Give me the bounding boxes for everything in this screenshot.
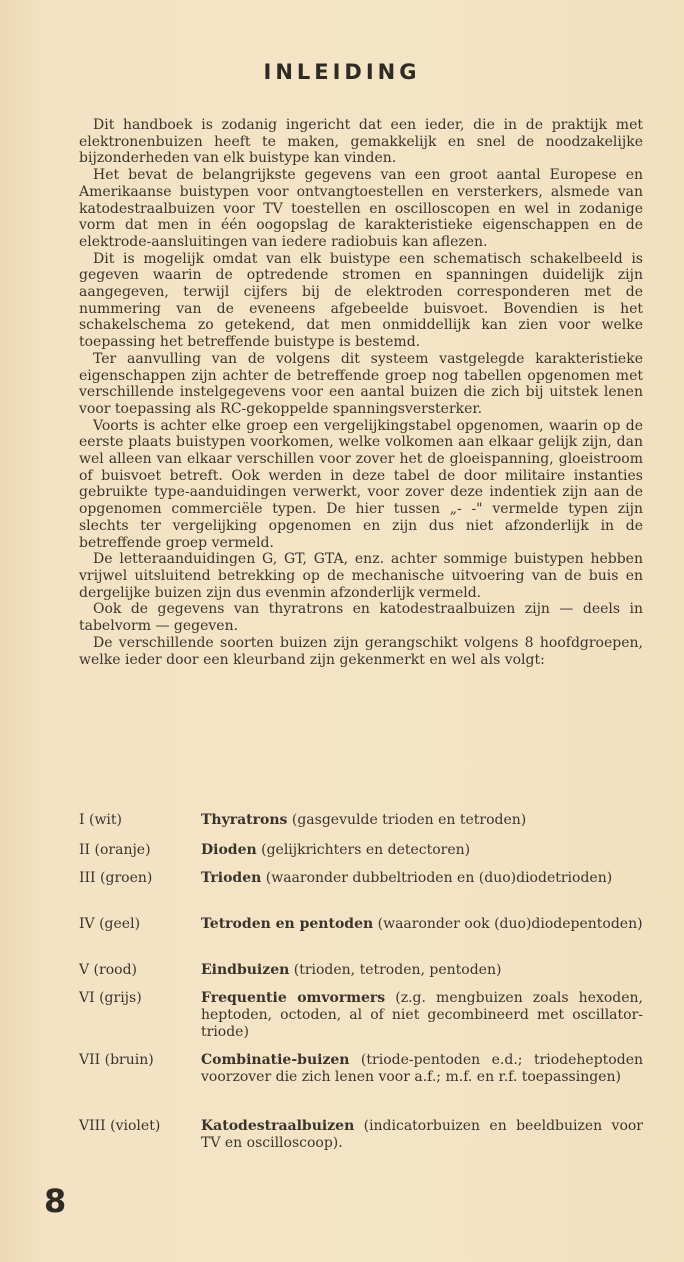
group-detail: (waaronder dubbeltrioden en (duo)diodetrioden) (261, 870, 613, 886)
group-name: Frequentie omvormers (201, 990, 386, 1006)
group-detail: (indicatorbuizen en beeldbuizen voor TV en oscilloscoop). (201, 1118, 643, 1151)
group-description (201, 812, 643, 829)
group-description (201, 990, 643, 1041)
group-number: VIII (violet) (79, 1118, 161, 1134)
group-number: VII (bruin) (79, 1052, 154, 1068)
paragraph: Dit handboek is zodanig ingericht dat een ieder, die in de praktijk met elektronenbuizen heeft te maken, gemakkelijk en snel de noodzakelijke bijzonderheden van elk buistype kan vinden. (79, 117, 643, 167)
paragraph: Ter aanvulling van de volgens dit systeem vastgelegde karakteristieke eigenschappen zijn achter de betreffende groep nog tabellen opgenomen met verschillende instelgegevens voor een aantal buizen die zich bij uitstek lenen voor toepassing als RC-gekoppelde spanningsversterker. (79, 350, 643, 417)
group-description (201, 842, 643, 859)
paragraph: Het bevat de belangrijkste gegevens van een groot aantal Europese en Amerikaanse buistypen voor ontvangtoestellen en versterkers, alsmede van katodestraalbuizen voor TV toestellen en oscilloscopen en wel in zodanige vorm dat men in één oogopslag de karakteristieke eigenschappen en de elektrode-aansluitingen van iedere radiobuis kan aflezen. (79, 167, 643, 250)
group-description (201, 962, 643, 979)
page-heading: INLEIDING (263, 60, 421, 84)
group-number: II (oranje) (79, 842, 151, 858)
group-description (201, 1118, 643, 1152)
group-number: IV (geel) (79, 916, 141, 932)
introduction-text (79, 117, 643, 668)
group-name: Trioden (201, 870, 262, 886)
group-number: V (rood) (79, 962, 137, 978)
group-detail: (gelijkrichters en detectoren) (256, 842, 471, 858)
group-description (201, 870, 643, 887)
group-description (201, 1052, 643, 1086)
page-number: 8 (44, 1182, 66, 1220)
group-name: Dioden (201, 842, 257, 858)
group-number: III (groen) (79, 870, 153, 886)
group-number: I (wit) (79, 812, 122, 828)
group-detail: (trioden, tetroden, pentoden) (289, 962, 502, 978)
group-name: Combinatie-buizen (201, 1052, 350, 1068)
paragraph: De letteraanduidingen G, GT, GTA, enz. achter sommige buistypen hebben vrijwel uitsluitend betrekking op de mechanische uitvoering van de buis en dergelijke buizen zijn dus evenmin afzonderlijk vermeld. (79, 551, 643, 601)
paragraph: Dit is mogelijk omdat van elk buistype een schematisch schakelbeeld is gegeven waarin de optredende stromen en spanningen duidelijk zijn aangegeven, terwijl cijfers bij de elektroden corresponderen met de nummering van de eveneens afgebeelde buisvoet. Bovendien is het schakelschema zo getekend, dat men onmiddellijk kan zien voor welke toepassing het betreffende buistype is bestemd. (79, 250, 643, 351)
group-description (201, 916, 643, 933)
group-name: Katodestraalbuizen (201, 1118, 355, 1134)
group-name: Eindbuizen (201, 962, 290, 978)
group-name: Tetroden en pentoden (201, 916, 374, 932)
group-detail: (triode-pentoden e.d.; triodeheptoden voorzover die zich lenen voor a.f.; m.f. en r.f. toepassingen) (201, 1052, 643, 1085)
paragraph: Voorts is achter elke groep een vergelijkingstabel opgenomen, waarin op de eerste plaats buistypen voorkomen, welke volkomen aan elkaar gelijk zijn, dan wel alleen van elkaar verschillen voor zover het de gloeispanning, gloeistroom of buisvoet betreft. Ook werden in deze tabel de door militaire instanties gebruikte type-aanduidingen verwerkt, voor zover deze indentiek zijn aan de opgenomen commerciële typen. De hier tussen „- -" vermelde typen zijn slechts ter vergelijking opgenomen en zijn dus niet afzonderlijk in de betreffende groep vermeld. (79, 417, 643, 551)
group-name: Thyratrons (201, 812, 288, 828)
group-detail: (z.g. mengbuizen zoals hexoden, heptoden, octoden, al of niet gecombineerd met oscillator-triode) (201, 990, 644, 1040)
group-detail: (waaronder ook (duo)diodepentoden) (373, 916, 643, 932)
paragraph: De verschillende soorten buizen zijn gerangschikt volgens 8 hoofdgroepen, welke ieder door een kleurband zijn gekenmerkt en wel als volgt: (79, 634, 643, 668)
group-detail: (gasgevulde trioden en tetroden) (287, 812, 527, 828)
paragraph: Ook de gegevens van thyratrons en katodestraalbuizen zijn — deels in tabelvorm — gegeven. (79, 601, 643, 635)
group-number: VI (grijs) (79, 990, 142, 1006)
